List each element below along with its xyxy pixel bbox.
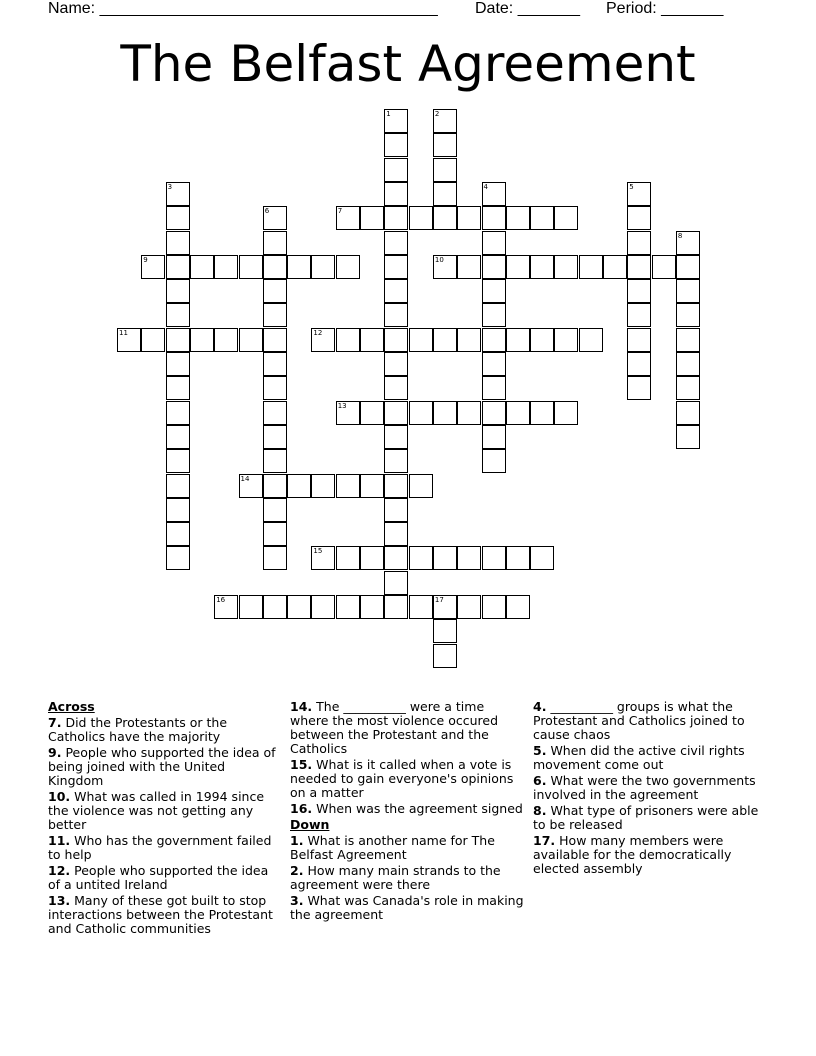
grid-cell[interactable] [263,401,287,425]
grid-cell[interactable] [311,546,335,570]
grid-cell[interactable] [384,109,408,133]
grid-cell[interactable] [530,328,554,352]
clue-number: 9 [143,255,148,264]
grid-cell[interactable] [311,595,335,619]
grid-cell[interactable] [652,255,676,279]
name-field[interactable]: Name: ______________________________________ [48,0,438,17]
grid-cell[interactable] [433,206,457,230]
grid-cell[interactable] [482,376,506,400]
grid-cell[interactable] [141,328,165,352]
clue-across-9: 9. People who supported the idea of being joined with the United Kingdom [48,745,276,788]
grid-cell[interactable] [676,328,700,352]
grid-cell[interactable] [506,546,530,570]
grid-cell[interactable] [384,401,408,425]
grid-cell[interactable] [627,352,651,376]
clue-down-6: 6. What were the two governments involved in the agreement [533,773,756,802]
grid-cell[interactable] [676,255,700,279]
clue-number: 2 [434,110,440,118]
grid-cell[interactable] [627,376,651,400]
grid-cell[interactable] [482,255,506,279]
clue-down-17: 17. How many members were available for the democratically elected assembly [533,833,732,876]
grid-cell[interactable] [166,449,190,473]
grid-cell[interactable] [433,255,457,279]
clue-across-14: 14. The __________ were a time where the most violence occured between the Protestant and the Catholics [290,699,499,756]
grid-cell[interactable] [166,303,190,327]
grid-cell[interactable] [190,255,214,279]
grid-cell[interactable] [384,328,408,352]
grid-cell[interactable] [263,279,287,303]
grid-cell[interactable] [627,231,651,255]
grid-cell[interactable] [263,498,287,522]
clue-number: 16 [216,596,226,604]
grid-cell[interactable] [263,595,287,619]
grid-cell[interactable] [384,474,408,498]
down-heading: Down [290,817,330,832]
grid-cell[interactable] [627,206,651,230]
grid-cell[interactable] [482,182,506,206]
clues-column-1 [48,700,284,938]
clue-number: 5 [629,182,634,191]
grid-cell[interactable] [676,231,700,255]
grid-cell[interactable] [409,474,433,498]
grid-cell[interactable] [360,401,384,425]
grid-cell[interactable] [384,158,408,182]
grid-cell[interactable] [384,498,408,522]
clue-down-8: 8. What type of prisoners were able to be released [533,803,759,832]
grid-cell[interactable] [384,206,408,230]
clue-across-7: 7. Did the Protestants or the Catholics have the majority [48,715,228,744]
grid-cell[interactable] [166,522,190,546]
grid-cell[interactable] [530,546,554,570]
clue-across-16: 16. When was the agreement signed [290,801,523,816]
grid-cell[interactable] [239,474,263,498]
clue-number: 17 [434,596,444,604]
grid-cell[interactable] [482,401,506,425]
clue-across-10: 10. What was called in 1994 since the violence was not getting any better [48,789,265,832]
clue-down-2: 2. How many main strands to the agreement were there [290,863,501,892]
grid-cell[interactable] [384,182,408,206]
grid-cell[interactable] [482,449,506,473]
grid-cell[interactable] [433,619,457,643]
grid-cell[interactable] [433,401,457,425]
grid-cell[interactable] [166,352,190,376]
grid-cell[interactable] [482,352,506,376]
grid-cell[interactable] [384,571,408,595]
grid-cell[interactable] [384,425,408,449]
grid-cell[interactable] [239,595,263,619]
grid-cell[interactable] [482,546,506,570]
grid-cell[interactable] [214,328,238,352]
grid-cell[interactable] [336,546,360,570]
grid-cell[interactable] [676,376,700,400]
grid-cell[interactable] [263,522,287,546]
grid-cell[interactable] [263,255,287,279]
grid-cell[interactable] [482,231,506,255]
grid-cell[interactable] [676,279,700,303]
grid-cell[interactable] [311,474,335,498]
grid-cell[interactable] [603,255,627,279]
student-info-header [48,0,768,20]
grid-cell[interactable] [457,546,481,570]
clue-number: 6 [264,207,270,216]
grid-cell[interactable] [166,231,190,255]
grid-cell[interactable] [117,328,141,352]
grid-cell[interactable] [384,303,408,327]
grid-cell[interactable] [433,546,457,570]
clues-column-3 [533,700,769,878]
grid-cell[interactable] [457,401,481,425]
grid-cell[interactable] [263,425,287,449]
grid-cell[interactable] [360,595,384,619]
puzzle-title: The Belfast Agreement [120,35,696,93]
clue-down-3: 3. What was Canada's role in making the agreement [290,893,524,922]
grid-cell[interactable] [166,328,190,352]
clue-number: 4 [483,182,488,191]
grid-cell[interactable] [627,328,651,352]
grid-cell[interactable] [506,401,530,425]
grid-cell[interactable] [263,376,287,400]
grid-cell[interactable] [166,376,190,400]
clue-number: 14 [240,474,250,483]
grid-cell[interactable] [384,352,408,376]
clue-down-1: 1. What is another name for The Belfast Agreement [290,833,495,862]
grid-cell[interactable] [506,255,530,279]
clue-number: 3 [167,182,173,191]
clue-number: 11 [119,328,128,337]
grid-cell[interactable] [166,401,190,425]
grid-cell[interactable] [311,255,335,279]
grid-cell[interactable] [482,206,506,230]
grid-cell[interactable] [384,546,408,570]
clue-across-15: 15. What is it called when a vote is needed to gain everyone's opinions on a matter [290,757,514,800]
grid-cell[interactable] [482,425,506,449]
clue-down-5: 5. When did the active civil rights movement come out [533,743,745,772]
grid-cell[interactable] [166,498,190,522]
grid-cell[interactable] [554,401,578,425]
grid-cell[interactable] [190,328,214,352]
grid-cell[interactable] [627,279,651,303]
clue-across-11: 11. Who has the government failed to help [48,833,272,862]
grid-cell[interactable] [263,352,287,376]
grid-cell[interactable] [336,401,360,425]
grid-cell[interactable] [287,474,311,498]
grid-cell[interactable] [166,546,190,570]
grid-cell[interactable] [239,255,263,279]
grid-cell[interactable] [433,595,457,619]
grid-cell[interactable] [506,206,530,230]
clue-number: 12 [313,328,323,337]
grid-cell[interactable] [409,328,433,352]
grid-cell[interactable] [214,255,238,279]
grid-cell[interactable] [384,376,408,400]
grid-cell[interactable] [263,328,287,352]
grid-cell[interactable] [336,474,360,498]
grid-cell[interactable] [579,328,603,352]
grid-cell[interactable] [141,255,165,279]
grid-cell[interactable] [336,206,360,230]
grid-cell[interactable] [360,546,384,570]
grid-cell[interactable] [482,303,506,327]
clue-number: 15 [313,547,323,556]
clue-down-4: 4. __________ groups is what the Protestant and Catholics joined to cause chaos [533,699,745,742]
grid-cell[interactable] [384,279,408,303]
clue-number: 8 [677,231,683,240]
clue-across-12: 12. People who supported the idea of a untited Ireland [48,863,269,892]
grid-cell[interactable] [384,231,408,255]
grid-cell[interactable] [287,595,311,619]
grid-cell[interactable] [627,255,651,279]
grid-cell[interactable] [676,401,700,425]
clue-across-13: 13. Many of these got built to stop interactions between the Protestant and Catholic communities [48,893,273,936]
clue-number: 1 [386,110,391,118]
clues-column-2 [290,700,526,924]
grid-cell[interactable] [506,328,530,352]
grid-cell[interactable] [239,328,263,352]
grid-cell[interactable] [360,328,384,352]
grid-cell[interactable] [530,206,554,230]
grid-cell[interactable] [166,279,190,303]
grid-cell[interactable] [433,328,457,352]
grid-cell[interactable] [457,595,481,619]
grid-cell[interactable] [433,133,457,157]
grid-cell[interactable] [336,595,360,619]
grid-cell[interactable] [433,644,457,668]
grid-cell[interactable] [166,425,190,449]
grid-cell[interactable] [530,401,554,425]
grid-cell[interactable] [384,255,408,279]
grid-cell[interactable] [676,425,700,449]
grid-cell[interactable] [457,328,481,352]
grid-cell[interactable] [676,352,700,376]
date-field[interactable]: Date: _______ [475,0,580,17]
grid-cell[interactable] [676,303,700,327]
grid-cell[interactable] [384,595,408,619]
clue-number: 7 [337,207,343,216]
grid-cell[interactable] [627,182,651,206]
grid-cell[interactable] [409,401,433,425]
clue-number: 10 [434,255,444,264]
grid-cell[interactable] [530,255,554,279]
grid-cell[interactable] [384,522,408,546]
grid-cell[interactable] [457,206,481,230]
grid-cell[interactable] [263,206,287,230]
grid-cell[interactable] [409,546,433,570]
grid-cell[interactable] [554,255,578,279]
grid-cell[interactable] [506,595,530,619]
grid-cell[interactable] [360,474,384,498]
grid-cell[interactable] [166,182,190,206]
grid-cell[interactable] [579,255,603,279]
period-field[interactable]: Period: _______ [606,0,724,17]
grid-cell[interactable] [263,231,287,255]
grid-cell[interactable] [457,255,481,279]
grid-cell[interactable] [433,182,457,206]
grid-cell[interactable] [384,133,408,157]
grid-cell[interactable] [166,474,190,498]
grid-cell[interactable] [482,595,506,619]
grid-cell[interactable] [554,328,578,352]
grid-cell[interactable] [336,328,360,352]
grid-cell[interactable] [166,206,190,230]
grid-cell[interactable] [311,328,335,352]
grid-cell[interactable] [360,206,384,230]
grid-cell[interactable] [384,449,408,473]
grid-cell[interactable] [627,303,651,327]
grid-cell[interactable] [482,279,506,303]
grid-cell[interactable] [409,206,433,230]
grid-cell[interactable] [554,206,578,230]
grid-cell[interactable] [433,158,457,182]
clue-number: 13 [337,401,347,410]
grid-cell[interactable] [263,546,287,570]
grid-cell[interactable] [409,595,433,619]
grid-cell[interactable] [336,255,360,279]
grid-cell[interactable] [263,474,287,498]
grid-cell[interactable] [263,303,287,327]
grid-cell[interactable] [214,595,238,619]
grid-cell[interactable] [433,109,457,133]
across-heading: Across [48,699,95,714]
grid-cell[interactable] [263,449,287,473]
grid-cell[interactable] [482,328,506,352]
grid-cell[interactable] [287,255,311,279]
grid-cell[interactable] [166,255,190,279]
